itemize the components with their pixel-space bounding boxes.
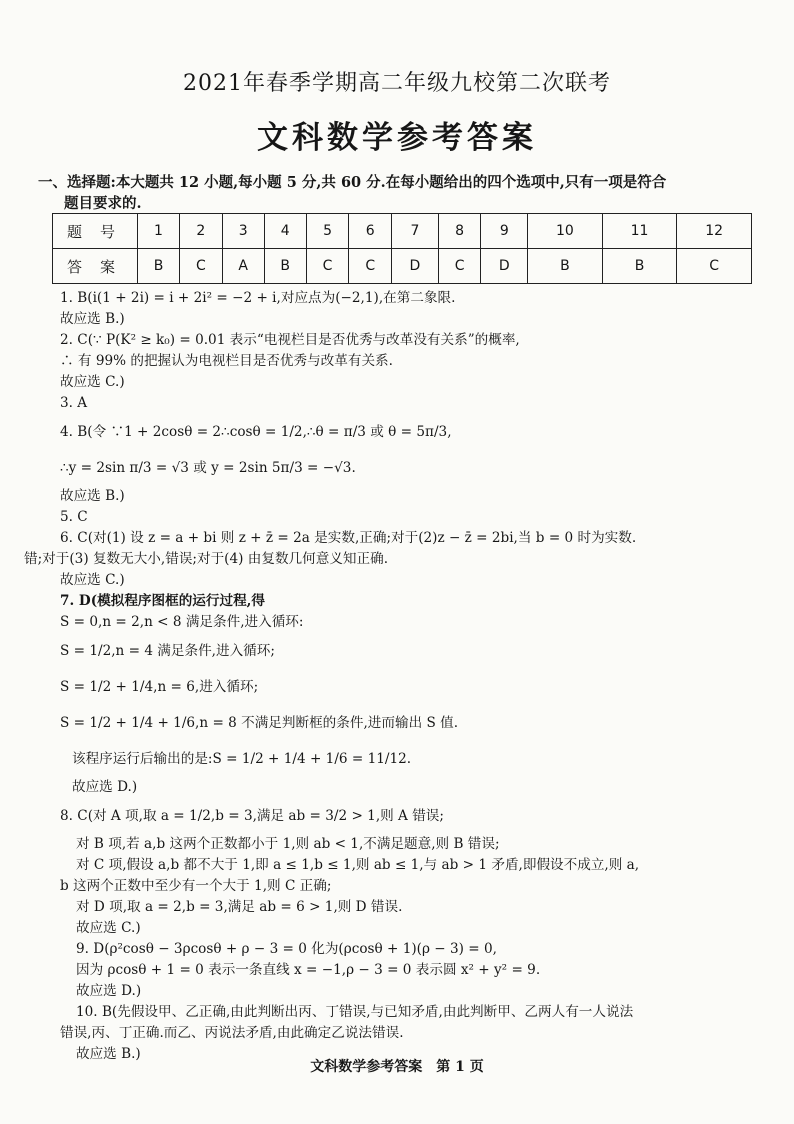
answer-cell: B [602, 249, 677, 284]
answer-table-row-answers [53, 249, 752, 284]
answer-cell: B [264, 249, 306, 284]
solution-line: ∴ 有 99% 的把握认为电视栏目是否优秀与改革有关系. [60, 353, 393, 369]
solution-line: 3. A [60, 395, 88, 411]
solution-line: 10. B(先假设甲、乙正确,由此判断出丙、丁错误,与已知矛盾,由此判断甲、乙两人有一人说法 [76, 1004, 634, 1020]
solution-line: 8. C(对 A 项,取 a = 1/2,b = 3,满足 ab = 3/2 > 1,则 A 错误; [60, 808, 444, 824]
solution-line: 故应选 D.) [72, 779, 138, 795]
solution-line: b 这两个正数中至少有一个大于 1,则 C 正确; [60, 878, 332, 894]
solution-line: S = 1/2,n = 4 满足条件,进入循环; [60, 643, 275, 659]
question-number: 6 [349, 214, 392, 249]
question-number: 7 [392, 214, 439, 249]
answer-cell: D [392, 249, 439, 284]
solution-line: 4. B(令 ∵1 + 2cosθ = 2∴cosθ = 1/2,∴θ = π/3 或 θ = 5π/3, [60, 424, 452, 440]
solution-line: 9. D(ρ²cosθ − 3ρcosθ + ρ − 3 = 0 化为(ρcosθ + 1)(ρ − 3) = 0, [76, 941, 497, 957]
question-number: 9 [481, 214, 528, 249]
answer-cell: C [306, 249, 349, 284]
solution-line: 该程序运行后输出的是:S = 1/2 + 1/4 + 1/6 = 11/12. [72, 751, 412, 767]
question-number: 8 [438, 214, 481, 249]
answer-cell: D [481, 249, 528, 284]
page-footer: 文科数学参考答案 第 1 页 [310, 1059, 484, 1075]
document-title: 文科数学参考答案 [257, 120, 537, 156]
solution-line: 2. C(∵ P(K² ≥ k₀) = 0.01 表示“电视栏目是否优秀与改革没有关系”的概率, [60, 332, 520, 348]
solution-line: 故应选 B.) [76, 1046, 141, 1062]
answer-cell: B [138, 249, 180, 284]
section-heading [38, 172, 758, 214]
solution-line: 故应选 C.) [60, 374, 125, 390]
question-number: 5 [306, 214, 349, 249]
exam-title: 2021年春季学期高二年级九校第二次联考 [183, 71, 611, 96]
solution-line: 因为 ρcosθ + 1 = 0 表示一条直线 x = −1,ρ − 3 = 0 表示圆 x² + y² = 9. [76, 962, 541, 978]
solution-line: S = 1/2 + 1/4,n = 6,进入循环; [60, 679, 259, 695]
solution-line: 7. D(模拟程序图框的运行过程,得 [60, 593, 266, 609]
solution-line: 错误,丙、丁正确.而乙、丙说法矛盾,由此确定乙说法错误. [60, 1025, 404, 1041]
answer-cell: C [677, 249, 752, 284]
solution-line: S = 1/2 + 1/4 + 1/6,n = 8 不满足判断框的条件,进而输出 S 值. [60, 715, 459, 731]
solution-line: 故应选 B.) [60, 311, 125, 327]
solution-line: 故应选 C.) [60, 572, 125, 588]
solution-line: 对 C 项,假设 a,b 都不大于 1,即 a ≤ 1,b ≤ 1,则 ab ≤ 1,与 ab > 1 矛盾,即假设不成立,则 a, [76, 857, 640, 873]
question-number: 12 [677, 214, 752, 249]
solution-line: 故应选 B.) [60, 488, 125, 504]
question-number: 1 [138, 214, 180, 249]
question-number: 2 [180, 214, 223, 249]
answer-table-row-numbers [53, 214, 752, 249]
row-label-answer: 答案 [53, 249, 138, 284]
section-heading-line1: 一、选择题:本大题共 12 小题,每小题 5 分,共 60 分.在每小题给出的四个选项中,只有一项是符合 [38, 174, 667, 191]
answer-table [52, 213, 752, 284]
question-number: 3 [222, 214, 264, 249]
question-number: 10 [528, 214, 603, 249]
solution-line: 对 D 项,取 a = 2,b = 3,满足 ab = 6 > 1,则 D 错误. [76, 899, 403, 915]
answer-cell: C [349, 249, 392, 284]
solution-line: 错;对于(3) 复数无大小,错误;对于(4) 由复数几何意义知正确. [24, 551, 389, 567]
solution-line: 6. C(对(1) 设 z = a + bi 则 z + z̄ = 2a 是实数,正确;对于(2)z − z̄ = 2bi,当 b = 0 时为实数. [60, 530, 637, 546]
solutions [24, 288, 760, 1065]
solution-line: 1. B(i(1 + 2i) = i + 2i² = −2 + i,对应点为(−2,1),在第二象限. [60, 290, 456, 306]
answer-cell: B [528, 249, 603, 284]
solution-line: 对 B 项,若 a,b 这两个正数都小于 1,则 ab < 1,不满足题意,则 B 错误; [76, 836, 500, 852]
question-number: 4 [264, 214, 306, 249]
solution-line: S = 0,n = 2,n < 8 满足条件,进入循环: [60, 614, 304, 630]
solution-line: 故应选 C.) [76, 920, 141, 936]
answer-cell: A [222, 249, 264, 284]
answer-cell: C [438, 249, 481, 284]
solution-line: 5. C [60, 509, 88, 525]
row-label-number: 题号 [53, 214, 138, 249]
solution-line: 故应选 D.) [76, 983, 142, 999]
question-number: 11 [602, 214, 677, 249]
answer-cell: C [180, 249, 223, 284]
section-heading-line2: 题目要求的. [64, 195, 142, 212]
solution-line: ∴y = 2sin π/3 = √3 或 y = 2sin 5π/3 = −√3. [60, 460, 356, 476]
